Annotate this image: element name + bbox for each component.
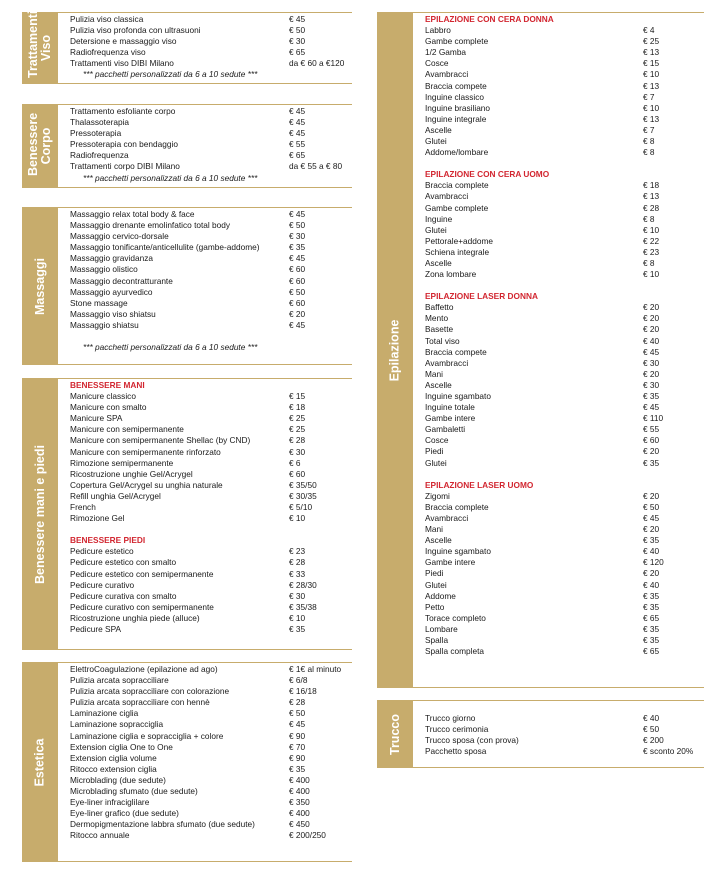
subsection-header: EPILAZIONE LASER DONNA — [425, 291, 538, 302]
list-item: Ricostruzione unghia piede (alluce) € 10 — [70, 612, 306, 623]
list-item: Gambe complete € 25 — [425, 36, 660, 47]
list-item: Eye-liner infraciglilare € 350 — [70, 797, 310, 808]
package-note: *** pacchetti personalizzati da 6 a 10 sedute *** — [83, 69, 258, 80]
list-item: Inguine brasiliano € 10 — [425, 102, 660, 113]
list-item: Detersione e massaggio viso € 30 — [70, 36, 306, 47]
section-massaggi — [22, 207, 352, 365]
list-item: Spalla completa € 65 — [425, 646, 660, 657]
subsection-header: EPILAZIONE LASER UOMO — [425, 479, 534, 490]
list-item: Ascelle € 8 — [425, 257, 655, 268]
list-item: Pedicure estetico con semipermanente € 33 — [70, 568, 306, 579]
list-item: Laminazione ciglia € 50 — [70, 708, 306, 719]
list-item: Ascelle € 30 — [425, 379, 660, 390]
list-item: Massaggio cervico-dorsale € 30 — [70, 231, 306, 242]
list-item: Thalassoterapia € 45 — [70, 117, 306, 128]
list-item: Massaggio tonificante/anticellulite (gambe-addome) € 35 — [70, 242, 306, 253]
section-benessere-corpo — [22, 104, 352, 188]
list-item: Rimozione semipermanente € 6 — [70, 457, 301, 468]
list-item: Inguine integrale € 13 — [425, 113, 660, 124]
list-item: Lombare € 35 — [425, 623, 660, 634]
price-list — [70, 380, 317, 635]
list-item: Pressoterapia con bendaggio € 55 — [70, 139, 306, 150]
list-item: Petto € 35 — [425, 601, 660, 612]
list-item: Massaggio gravidanza € 45 — [70, 253, 306, 264]
list-item: Massaggio olistico € 60 — [70, 264, 306, 275]
list-item: Braccia compete € 13 — [425, 80, 660, 91]
price-list — [70, 106, 343, 184]
list-item: Massaggio shiatsu € 45 — [70, 319, 306, 330]
section-estetica — [22, 662, 352, 862]
list-item: Massaggio relax total body & face € 45 — [70, 209, 306, 219]
section-title: Estetica — [32, 738, 47, 786]
subsection-header: BENESSERE MANI — [70, 380, 145, 390]
section-tab — [22, 379, 58, 649]
list-item: Trattamento esfoliante corpo € 45 — [70, 106, 306, 116]
list-item: Pedicure estetico € 23 — [70, 546, 306, 557]
list-item: Pacchetto sposa € sconto 20% — [425, 746, 694, 757]
list-item: Addome/lombare € 8 — [425, 147, 655, 158]
list-item: Trucco giorno € 40 — [425, 713, 660, 723]
list-item: Inguine € 8 — [425, 213, 655, 224]
list-item: Avambracci € 30 — [425, 357, 660, 368]
list-item: Rimozione Gel € 10 — [70, 513, 306, 524]
list-item: Pettorale+addome € 22 — [425, 235, 660, 246]
section-tab — [22, 10, 58, 83]
price-list — [70, 209, 306, 353]
list-item: Total viso € 40 — [425, 335, 660, 346]
list-item: Cosce € 60 — [425, 435, 660, 446]
list-item: Zigomi € 20 — [425, 490, 660, 501]
section-tab — [377, 13, 413, 687]
list-item: Pedicure SPA € 35 — [70, 623, 306, 634]
list-item: Addome € 35 — [425, 590, 660, 601]
list-item: Glutei € 35 — [425, 457, 660, 468]
list-item: Avambracci € 45 — [425, 512, 660, 523]
list-item: Microblading sfumato (due sedute) € 400 — [70, 786, 310, 797]
section-title: Massaggi — [32, 257, 47, 315]
section-trucco — [377, 700, 704, 768]
list-item: Zona lombare € 10 — [425, 269, 660, 280]
list-item: Microblading (due sedute) € 400 — [70, 774, 310, 785]
list-item: Extension ciglia One to One € 70 — [70, 741, 306, 752]
list-item: Manicure con semipermanente € 25 — [70, 424, 306, 435]
subsection-header: EPILAZIONE CON CERA UOMO — [425, 169, 550, 180]
price-list — [70, 664, 342, 842]
list-item: Pulizia viso profonda con ultrasuoni € 50 — [70, 25, 306, 36]
list-item: Radiofrequenza € 65 — [70, 150, 306, 161]
list-item: Avambracci € 13 — [425, 191, 660, 202]
list-item: Avambracci € 10 — [425, 69, 660, 80]
list-item: Ascelle € 7 — [425, 124, 655, 135]
section-title: Benessere Corpo — [26, 112, 53, 176]
list-item: Gambe intere € 110 — [425, 413, 664, 424]
list-item: Gambaletti € 55 — [425, 424, 660, 435]
package-note: *** pacchetti personalizzati da 6 a 10 sedute *** — [83, 342, 258, 353]
list-item: Eye-liner grafico (due sedute) € 400 — [70, 808, 310, 819]
list-item: Manicure SPA € 25 — [70, 413, 306, 424]
list-item: 1/2 Gamba € 13 — [425, 47, 660, 58]
list-item: Stone massage € 60 — [70, 297, 306, 308]
section-title: Trucco — [387, 713, 402, 755]
list-item: Massaggio viso shiatsu € 20 — [70, 308, 306, 319]
list-item: Ritocco extension ciglia € 35 — [70, 763, 306, 774]
list-item: Pedicure estetico con smalto € 28 — [70, 557, 306, 568]
list-item: Laminazione sopracciglia € 45 — [70, 719, 306, 730]
list-item: Inguine sgambato € 40 — [425, 546, 660, 557]
list-item: Trattamenti corpo DIBI Milano da € 55 a € 80 — [70, 161, 343, 172]
section-title: Benessere mani e piedi — [32, 444, 47, 584]
subsection-header: EPILAZIONE CON CERA DONNA — [425, 14, 554, 24]
list-item: Radiofrequenza viso € 65 — [70, 47, 306, 58]
list-item: Pedicure curativo € 28/30 — [70, 579, 317, 590]
list-item: Trucco sposa (con prova) € 200 — [425, 735, 664, 746]
list-item: Extension ciglia volume € 90 — [70, 752, 306, 763]
list-item: Massaggio drenante emolinfatico total body € 50 — [70, 220, 306, 231]
list-item: Pressoterapia € 45 — [70, 128, 306, 139]
list-item: Ritocco annuale € 200/250 — [70, 830, 326, 841]
list-item: Pedicure curativa con smalto € 30 — [70, 590, 306, 601]
list-item: Ricostruzione unghie Gel/Acrygel € 60 — [70, 468, 306, 479]
list-item: Pulizia arcata sopracciliare con hennè € 28 — [70, 697, 306, 708]
list-item: Trucco cerimonia € 50 — [425, 724, 660, 735]
list-item: ElettroCoagulazione (epilazione ad ago) € 1€ al minuto — [70, 664, 342, 674]
list-item: Braccia compete € 45 — [425, 346, 660, 357]
list-item: Piedi € 20 — [425, 568, 660, 579]
price-list — [425, 713, 694, 757]
list-item: Dermopigmentazione labbra sfumato (due sedute) € 450 — [70, 819, 310, 830]
list-item: Mento € 20 — [425, 313, 660, 324]
list-item: Massaggio decontratturante € 60 — [70, 275, 306, 286]
price-list — [70, 14, 345, 81]
list-item: Schiena integrale € 23 — [425, 246, 660, 257]
list-item: Gambe complete € 28 — [425, 202, 660, 213]
list-item: Glutei € 40 — [425, 579, 660, 590]
list-item: Baffetto € 20 — [425, 302, 660, 313]
section-benessere-mani-piedi — [22, 378, 352, 650]
list-item: Manicure con semipermanente Shellac (by CND) € 28 — [70, 435, 306, 446]
list-item: Trattamenti viso DIBI Milano da € 60 a €120 — [70, 58, 345, 69]
section-tab — [377, 701, 413, 767]
section-epilazione — [377, 12, 704, 688]
list-item: Inguine totale € 45 — [425, 402, 660, 413]
list-item: Pulizia arcata sopracciliare € 6/8 — [70, 675, 308, 686]
list-item: Manicure con semipermanente rinforzato € 30 — [70, 446, 306, 457]
list-item: Braccia complete € 50 — [425, 501, 660, 512]
section-tab — [22, 105, 58, 187]
list-item: Gambe intere € 120 — [425, 557, 664, 568]
list-item: Basette € 20 — [425, 324, 660, 335]
list-item: Braccia complete € 18 — [425, 180, 660, 191]
list-item: Laminazione ciglia e sopracciglia + colore € 90 — [70, 730, 306, 741]
list-item: Massaggio ayurvedico € 50 — [70, 286, 306, 297]
list-item: Manicure con smalto € 18 — [70, 402, 306, 413]
list-item: Ascelle € 35 — [425, 535, 660, 546]
list-item: Torace completo € 65 — [425, 612, 660, 623]
list-item: Labbro € 4 — [425, 25, 655, 36]
list-item: Copertura Gel/Acrygel su unghia naturale € 35/50 — [70, 479, 317, 490]
price-list — [425, 14, 664, 657]
list-item: Inguine classico € 7 — [425, 91, 655, 102]
section-tab — [22, 663, 58, 861]
list-item: Pulizia viso classica € 45 — [70, 14, 306, 24]
list-item: Inguine sgambato € 35 — [425, 391, 660, 401]
section-title: Trattamenti Viso — [26, 10, 53, 78]
list-item: Piedi € 20 — [425, 446, 660, 457]
list-item: Mani € 20 — [425, 368, 660, 379]
section-title: Epilazione — [387, 319, 402, 381]
list-item: Pedicure curativo con semipermanente € 35/38 — [70, 601, 317, 612]
list-item: Spalla € 35 — [425, 634, 660, 645]
list-item: Mani € 20 — [425, 524, 660, 535]
list-item: French € 5/10 — [70, 502, 313, 513]
section-tab — [22, 208, 58, 364]
package-note: *** pacchetti personalizzati da 6 a 10 sedute *** — [83, 172, 258, 183]
subsection-header: BENESSERE PIEDI — [70, 535, 146, 546]
list-item: Refill unghia Gel/Acrygel € 30/35 — [70, 490, 317, 501]
list-item: Glutei € 8 — [425, 136, 655, 147]
list-item: Manicure classico € 15 — [70, 391, 306, 402]
list-item: Cosce € 15 — [425, 58, 660, 69]
section-trattamenti-viso — [22, 12, 352, 84]
list-item: Pulizia arcata sopracciliare con colorazione € 16/18 — [70, 686, 317, 697]
list-item: Glutei € 10 — [425, 224, 660, 235]
